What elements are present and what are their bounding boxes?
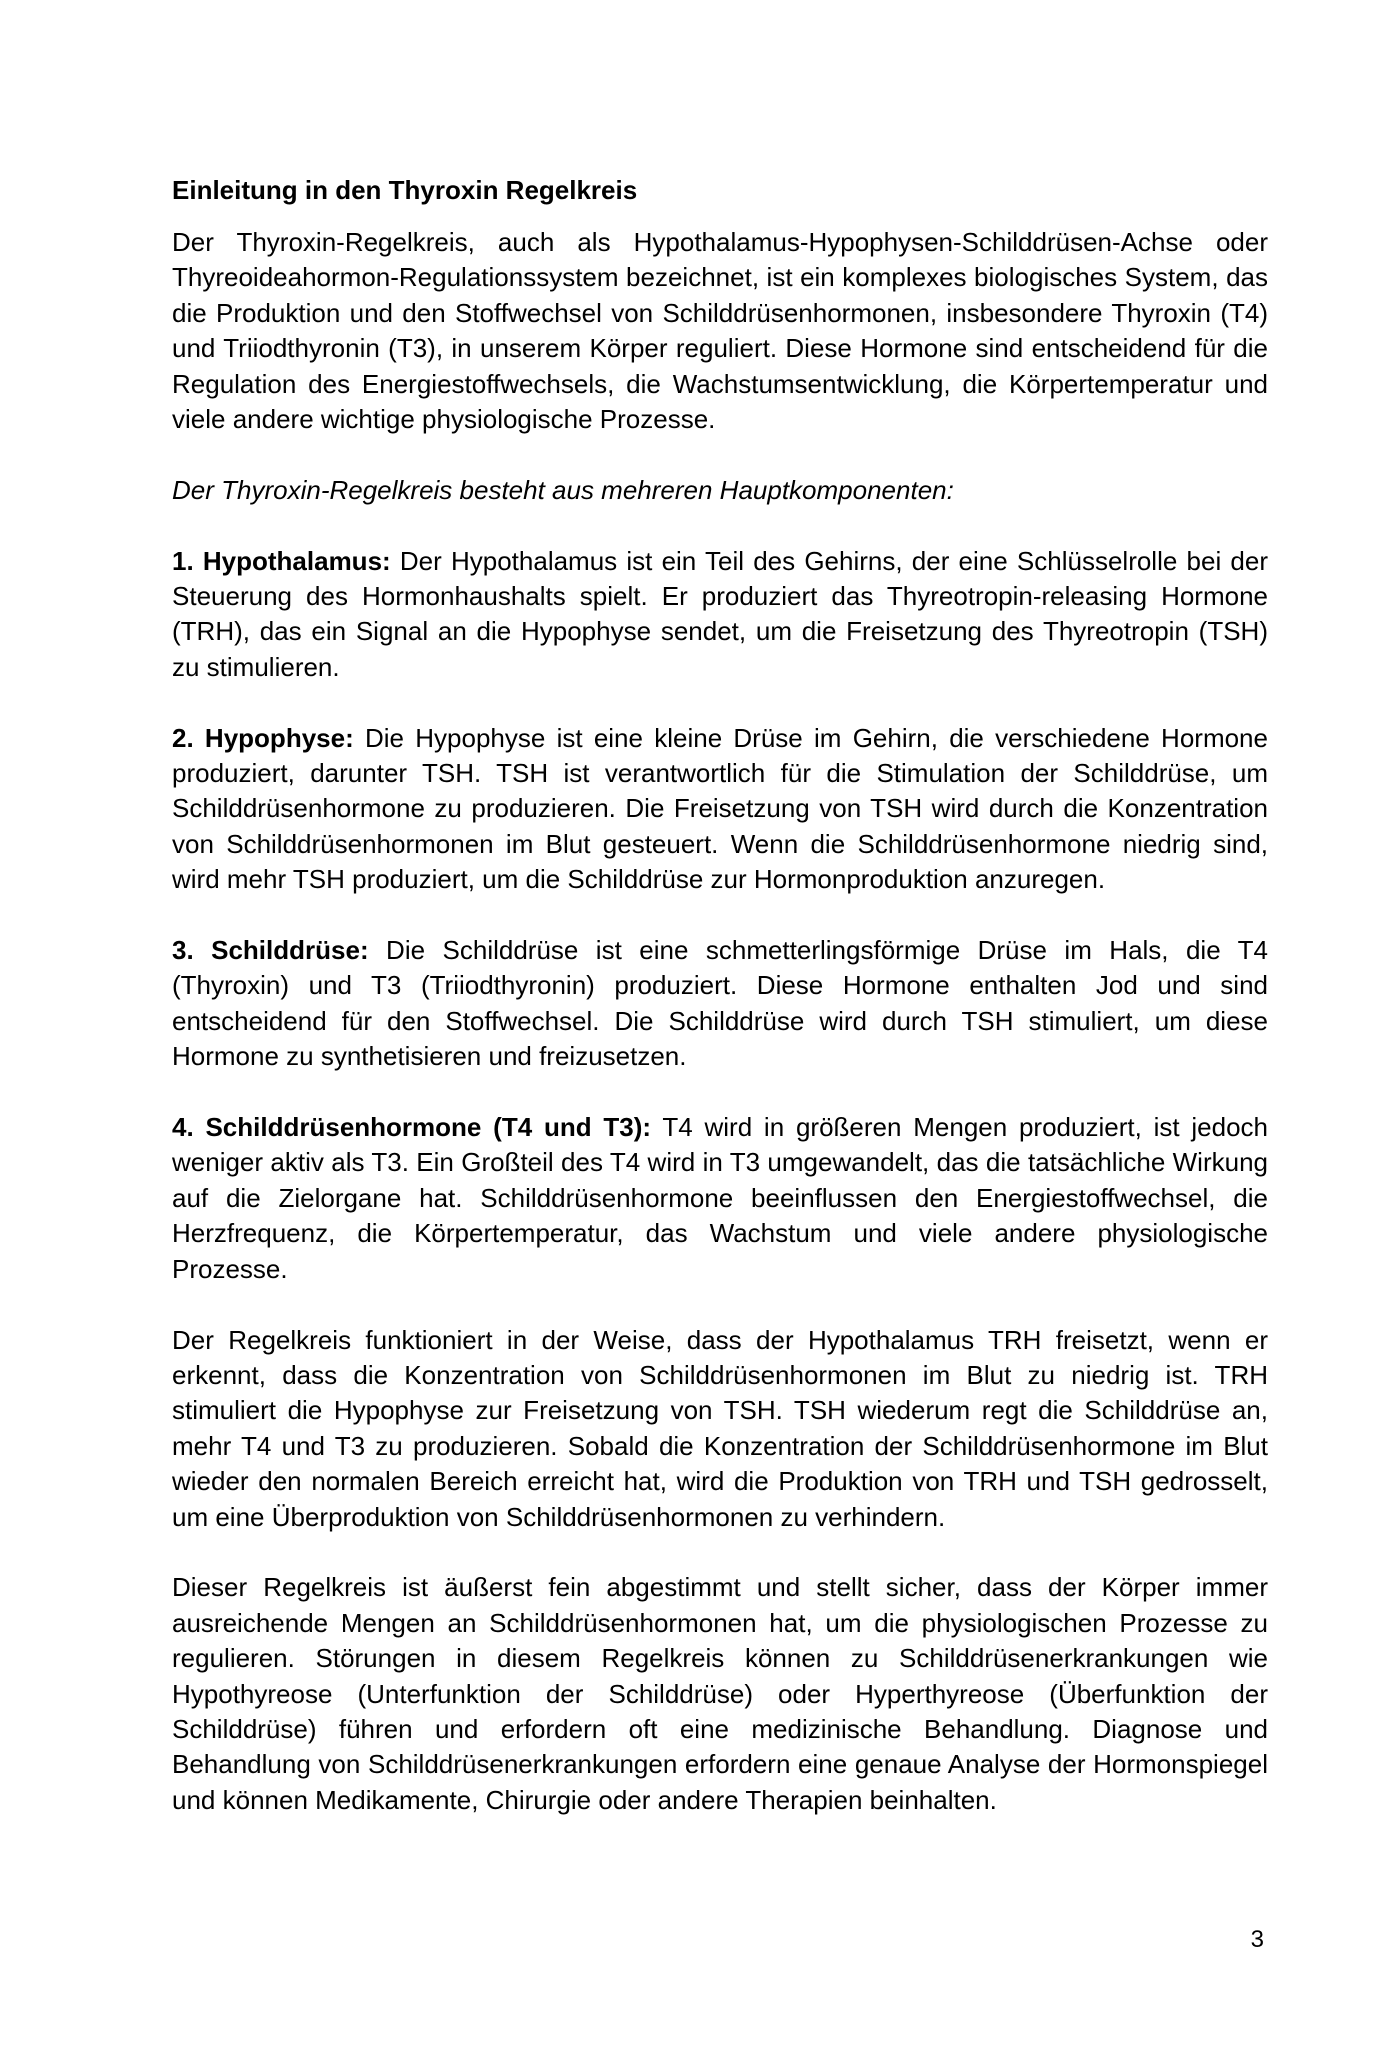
document-body bbox=[172, 225, 1268, 1854]
intro-paragraph: Der Thyroxin-Regelkreis, auch als Hypothalamus-Hypophysen-Schilddrüsen-Achse oder Thyreoideahormon-Regulationssystem bezeichnet, ist ein komplexes biologisches System, das die Produktion und den Stoffwechsel von Schilddrüsenhormonen, insbesondere Thyroxin (T4) und Triiodthyronin (T3), in unserem Körper reguliert. Diese Hormone sind entscheidend für die Regulation des Energiestoffwechsels, die Wachstumsentwicklung, die Körpertemperatur und viele andere wichtige physiologische Prozesse. bbox=[172, 227, 1268, 435]
component-label: 3. Schilddrüse: bbox=[172, 935, 369, 966]
component-label: 4. Schilddrüsenhormone (T4 und T3): bbox=[172, 1112, 652, 1143]
component-text: Die Hypophyse ist eine kleine Drüse im Gehirn, die verschiedene Hormone produziert, darunter TSH. TSH ist verantwortlich für die Stimulation der Schilddrüse, um Schilddrüsenhormone zu produzieren. Die Freisetzung von TSH wird durch die Konzentration von Schilddrüsenhormonen im Blut gesteuert. Wenn die Schilddrüsenhormone niedrig sind, wird mehr TSH produziert, um die Schilddrüse zur Hormonproduktion anzuregen. bbox=[172, 722, 1268, 895]
component-schilddruese bbox=[172, 933, 1268, 1075]
components-intro: Der Thyroxin-Regelkreis besteht aus mehreren Hauptkomponenten: bbox=[172, 474, 954, 505]
component-text: Die Schilddrüse ist eine schmetterlingsförmige Drüse im Hals, die T4 (Thyroxin) und T3 (Triiodthyronin) produziert. Diese Hormone enthalten Jod und sind entscheidend für den Stoffwechsel. Die Schilddrüse wird durch TSH stimuliert, um diese Hormone zu synthetisieren und freizusetzen. bbox=[172, 935, 1268, 1072]
component-label: 1. Hypothalamus: bbox=[172, 545, 391, 576]
conclusion-paragraph: Dieser Regelkreis ist äußerst fein abgestimmt und stellt sicher, dass der Körper immer ausreichende Mengen an Schilddrüsenhormonen hat, um die physiologischen Prozesse zu regulieren. Störungen in diesem Regelkreis können zu Schilddrüsenerkrankungen wie Hypothyreose (Unterfunktion der Schilddrüse) oder Hyperthyreose (Überfunktion der Schilddrüse) führen und erfordern oft eine medizinische Behandlung. Diagnose und Behandlung von Schilddrüsenerkrankungen erfordern eine genaue Analyse der Hormonspiegel und können Medikamente, Chirurgie oder andere Therapien beinhalten. bbox=[172, 1572, 1268, 1815]
page-title: Einleitung in den Thyroxin Regelkreis bbox=[172, 175, 638, 205]
component-hypothalamus bbox=[172, 544, 1268, 686]
component-label: 2. Hypophyse: bbox=[172, 722, 354, 753]
component-hypophyse bbox=[172, 721, 1268, 898]
component-text: Der Hypothalamus ist ein Teil des Gehirns, der eine Schlüsselrolle bei der Steuerung des Hormonhaushalts spielt. Er produziert das Thyreotropin-releasing Hormone (TRH), das ein Signal an die Hypophyse sendet, um die Freisetzung des Thyreotropin (TSH) zu stimulieren. bbox=[172, 545, 1268, 682]
component-schilddruesenhormone bbox=[172, 1110, 1268, 1287]
component-text: T4 wird in größeren Mengen produziert, ist jedoch weniger aktiv als T3. Ein Großteil des T4 wird in T3 umgewandelt, das die tatsächliche Wirkung auf die Zielorgane hat. Schilddrüsenhormone beeinflussen den Energiestoffwechsel, die Herzfrequenz, die Körpertemperatur, das Wachstum und viele andere physiologische Prozesse. bbox=[172, 1112, 1268, 1284]
mechanism-paragraph: Der Regelkreis funktioniert in der Weise, dass der Hypothalamus TRH freisetzt, wenn er erkennt, dass die Konzentration von Schilddrüsenhormonen im Blut zu niedrig ist. TRH stimuliert die Hypophyse zur Freisetzung von TSH. TSH wiederum regt die Schilddrüse an, mehr T4 und T3 zu produzieren. Sobald die Konzentration der Schilddrüsenhormone im Blut wieder den normalen Bereich erreicht hat, wird die Produktion von TRH und TSH gedrosselt, um eine Überproduktion von Schilddrüsenhormonen zu verhindern. bbox=[172, 1324, 1268, 1532]
page-number: 3 bbox=[1250, 1926, 1264, 1953]
